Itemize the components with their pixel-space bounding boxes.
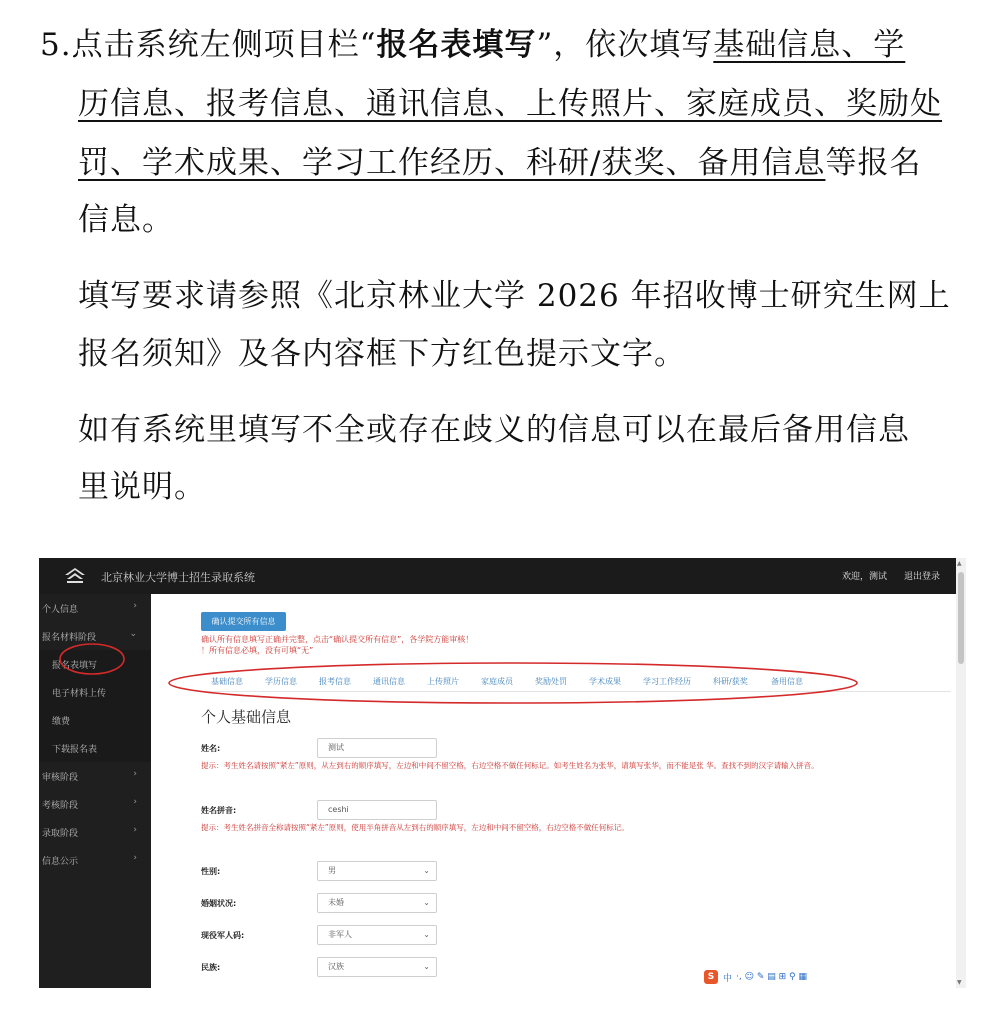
military-value: 非军人: [328, 930, 352, 939]
sidebar-item-label: 缴费: [52, 717, 71, 727]
step-line-4: 信息。: [78, 202, 174, 238]
ethnicity-select[interactable]: [317, 957, 437, 977]
sidebar-item-admission-stage[interactable]: [39, 818, 151, 846]
name-hint: 提示：考生姓名请按照“紧左”原则，从左到右的顺序填写，左边和中间不留空格，右边空格不做任何标记。如考生姓名为张华，请填写张华，而不能是张 华。查找不到的汉字请输入拼音。: [201, 761, 819, 770]
sidebar-item-review-stage[interactable]: [39, 762, 151, 790]
system-screenshot: [39, 558, 966, 988]
step-text-middle: ”，依次填写: [536, 27, 714, 63]
sidebar: [39, 594, 151, 988]
step-line-1: [40, 25, 905, 65]
gender-select[interactable]: [317, 861, 437, 881]
military-label: 现役军人码:: [201, 931, 245, 940]
marital-label: 婚姻状况:: [201, 899, 237, 908]
step-text-end: 等报名: [825, 145, 922, 181]
underlined-text: 基础信息、学: [713, 27, 906, 63]
pinyin-input[interactable]: ceshi: [317, 800, 437, 820]
ime-toolbar[interactable]: [704, 970, 809, 986]
sidebar-item-label: 录取阶段: [42, 829, 79, 839]
para2-line-2: 报名须知》及各内容框下方红色提示文字。: [78, 336, 686, 372]
tab-work-history[interactable]: 学习工作经历: [643, 677, 691, 686]
sogou-logo-icon: S: [704, 970, 718, 984]
gender-value: 男: [328, 866, 336, 875]
tab-basic-info[interactable]: 基础信息: [211, 677, 243, 686]
sidebar-item-exam-stage[interactable]: [39, 790, 151, 818]
chevron-down-icon: ⌄: [129, 629, 137, 639]
chevron-right-icon: ›: [133, 601, 137, 611]
tab-backup-info[interactable]: 备用信息: [771, 677, 803, 686]
military-select[interactable]: [317, 925, 437, 945]
sidebar-item-label: 下载报名表: [52, 745, 98, 755]
tab-research[interactable]: 科研/获奖: [713, 677, 748, 686]
underlined-text: 历信息、报考信息、通讯信息、上传照片、家庭成员、奖励处: [78, 86, 942, 122]
step-text-start: 点击系统左侧项目栏“: [71, 27, 377, 63]
sidebar-item-upload-materials[interactable]: [39, 678, 151, 706]
main-content: [151, 594, 956, 988]
sidebar-item-fill-form[interactable]: [39, 650, 151, 678]
sidebar-item-download-form[interactable]: [39, 734, 151, 762]
ethnicity-value: 汉族: [328, 962, 344, 971]
chevron-right-icon: ›: [133, 797, 137, 807]
sidebar-item-label: 个人信息: [42, 605, 79, 615]
top-navbar: [39, 558, 956, 594]
step-line-2: [78, 84, 942, 124]
marital-select[interactable]: [317, 893, 437, 913]
pinyin-hint: 提示：考生姓名拼音全称请按照“紧左”原则，使用半角拼音从左到右的顺序填写，左边和中间不留空格，右边空格不做任何标记。: [201, 823, 629, 832]
welcome-text: 欢迎，测试: [842, 572, 888, 582]
bold-keyword: 报名表填写: [376, 27, 537, 63]
tab-application[interactable]: 报考信息: [319, 677, 351, 686]
sidebar-item-label: 考核阶段: [42, 801, 79, 811]
name-input[interactable]: 测试: [317, 738, 437, 758]
para3-line-1: 如有系统里填写不全或存在歧义的信息可以在最后备用信息: [78, 412, 910, 448]
pinyin-label: 姓名拼音:: [201, 806, 237, 815]
gender-label: 性别:: [201, 867, 221, 876]
chevron-right-icon: ›: [133, 825, 137, 835]
chevron-down-icon: ⌄: [423, 898, 430, 907]
confirm-tip-text: 确认所有信息填写正确并完整，点击“确认提交所有信息”，各学院方能审核！: [201, 635, 474, 644]
university-logo-icon: [65, 568, 85, 584]
chevron-down-icon: ⌄: [423, 962, 430, 971]
chevron-right-icon: ›: [133, 853, 137, 863]
step-line-3: [78, 143, 921, 183]
logout-link[interactable]: 退出登录: [904, 572, 941, 582]
step-number: 5.: [40, 27, 72, 63]
ime-mode-icon[interactable]: 中: [723, 973, 733, 984]
confirm-submit-button[interactable]: 确认提交所有信息: [201, 612, 286, 631]
tab-contact[interactable]: 通讯信息: [373, 677, 405, 686]
system-title: 北京林业大学博士招生录取系统: [101, 571, 255, 584]
scrollbar-thumb[interactable]: [958, 572, 964, 664]
tab-education[interactable]: 学历信息: [265, 677, 297, 686]
sidebar-item-label: 电子材料上传: [52, 689, 107, 699]
sidebar-item-label: 信息公示: [42, 857, 79, 867]
chevron-down-icon: ⌄: [423, 930, 430, 939]
page-scrollbar[interactable]: [956, 558, 966, 988]
section-title: 个人基础信息: [201, 708, 292, 726]
name-label: 姓名:: [201, 744, 221, 753]
underlined-text: 罚、学术成果、学习工作经历、科研/获奖、备用信息: [78, 145, 826, 181]
sidebar-item-label: 报名表填写: [52, 661, 98, 671]
scroll-down-icon[interactable]: ▼: [957, 979, 962, 986]
tab-academic[interactable]: 学术成果: [589, 677, 621, 686]
para2-line-1: 填写要求请参照《北京林业大学 2026 年招收博士研究生网上: [78, 278, 951, 314]
para3-line-2: 里说明。: [78, 469, 206, 505]
ethnicity-label: 民族:: [201, 963, 221, 972]
required-tip-text: ！所有信息必填，没有可填“无”: [201, 646, 314, 655]
sidebar-item-payment[interactable]: [39, 706, 151, 734]
sidebar-item-label: 报名材料阶段: [42, 633, 97, 643]
chevron-right-icon: ›: [133, 769, 137, 779]
tab-family[interactable]: 家庭成员: [481, 677, 513, 686]
sidebar-item-public-notice[interactable]: [39, 846, 151, 874]
ime-tools-icons[interactable]: ·, ☺ ✎ ▤ ⊞ ⚲ ▦: [736, 972, 807, 982]
tab-upload-photo[interactable]: 上传照片: [427, 677, 459, 686]
sidebar-item-application-stage[interactable]: [39, 622, 151, 650]
marital-value: 未婚: [328, 898, 344, 907]
sidebar-item-personal-info[interactable]: [39, 594, 151, 622]
tab-rewards[interactable]: 奖励处罚: [535, 677, 567, 686]
form-tabs: [201, 674, 951, 692]
scroll-up-icon[interactable]: ▲: [957, 560, 962, 567]
chevron-down-icon: ⌄: [423, 866, 430, 875]
sidebar-item-label: 审核阶段: [42, 773, 79, 783]
